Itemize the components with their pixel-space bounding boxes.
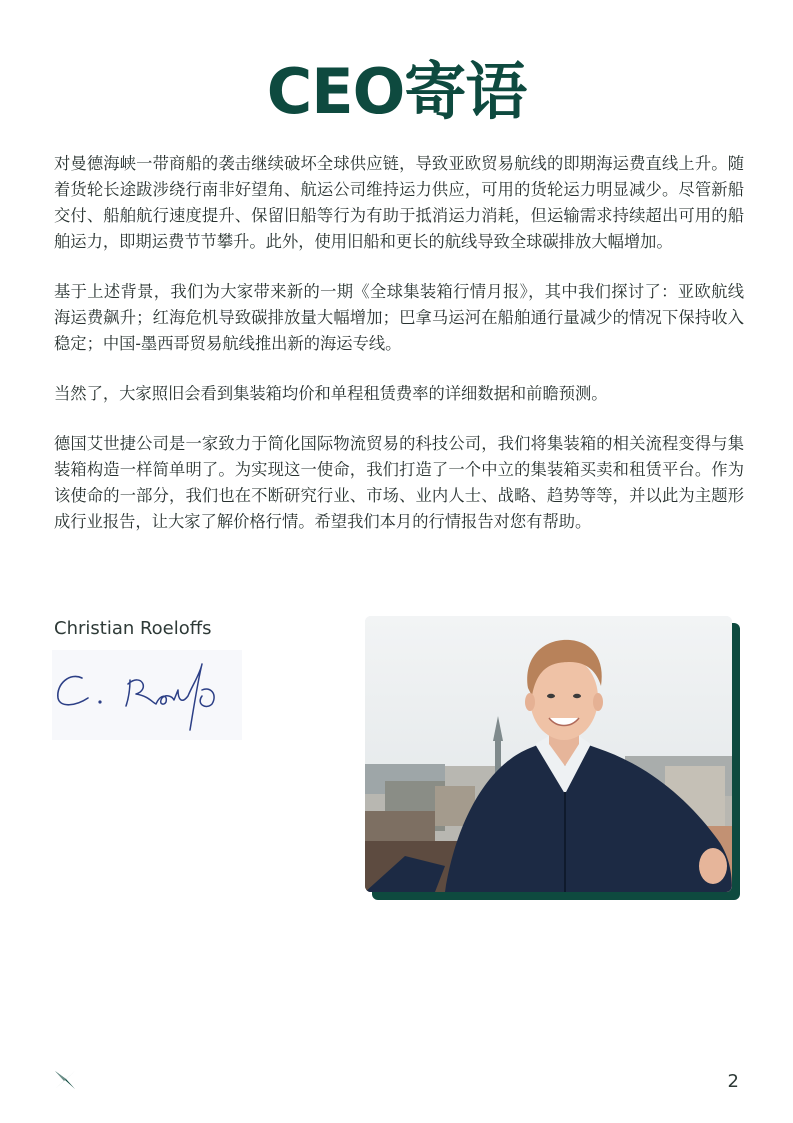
signatory-name: Christian Roeloffs	[54, 618, 212, 639]
paragraph-4: 德国艾世捷公司是一家致力于简化国际物流贸易的科技公司，我们将集装箱的相关流程变得与集装箱构造一样简单明了。为实现这一使命，我们打造了一个中立的集装箱买卖和租赁平台。作为该使命的一部分，我们也在不断研究行业、市场、业内人士、战略、趋势等等，并以此为主题形成行业报告，让大家了解价格行情。希望我们本月的行情报告对您有帮助。	[54, 434, 744, 531]
page-number: 2	[727, 1071, 739, 1092]
x-logo-icon	[54, 1070, 76, 1090]
ceo-portrait	[365, 616, 732, 892]
letter-body	[54, 151, 744, 559]
paragraph-3: 当然了，大家照旧会看到集装箱均价和单程租赁费率的详细数据和前瞻预测。	[54, 384, 608, 403]
paragraph-2	[54, 279, 744, 357]
handwritten-signature	[52, 650, 242, 740]
page-title: CEO寄语	[266, 55, 527, 128]
report-title: 《全球集装箱行情月报》	[353, 282, 529, 301]
paragraph-2-intro: 基于上述背景，我们为大家带来新的一期	[54, 282, 354, 301]
paragraph-2-rest: ，其中我们探讨了：亚欧航线海运费飙升；红海危机导致碳排放量大幅增加；巴拿马运河在船舶通行量减少的情况下保持收入稳定；中国-墨西哥贸易航线推出新的海运专线。	[54, 282, 744, 353]
paragraph-1: 对曼德海峡一带商船的袭击继续破坏全球供应链，导致亚欧贸易航线的即期海运费直线上升。随着货轮长途跋涉绕行南非好望角、航运公司维持运力供应，可用的货轮运力明显减少。尽管新船交付、船舶航行速度提升、保留旧船等行为有助于抵消运力消耗，但运输需求持续超出可用的船舶运力，即期运费节节攀升。此外，使用旧船和更长的航线导致全球碳排放大幅增加。	[54, 154, 744, 251]
